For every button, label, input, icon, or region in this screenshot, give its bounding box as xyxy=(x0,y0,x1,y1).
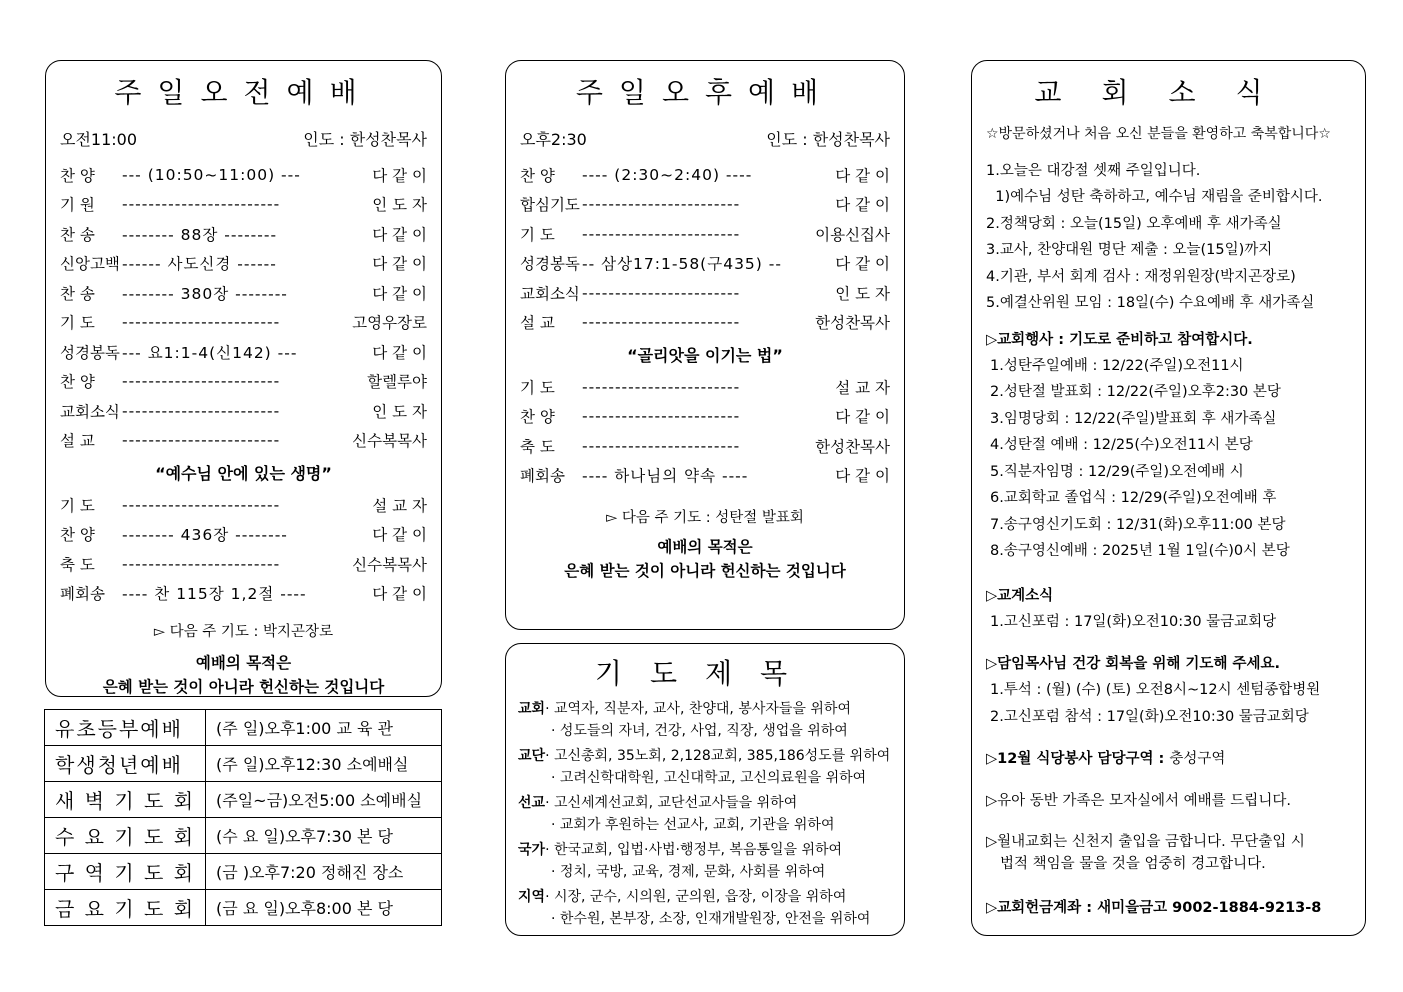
news-item: 1.오늘은 대강절 셋째 주일입니다. xyxy=(986,162,1201,179)
morning-title: 주일오전예배 xyxy=(114,76,373,109)
order-row xyxy=(506,278,904,308)
offering-account: ▷교회헌금계좌 : 새미을금고 9002-1884-9213-8 xyxy=(986,899,1322,916)
order-label: 설 교 xyxy=(60,432,95,451)
order-label: 신앙고백 xyxy=(60,255,120,274)
prayer-group-head: 선교 xyxy=(518,795,546,811)
prayer-text: · 성도들의 자녀, 건강, 사업, 직장, 생업을 위하여 xyxy=(551,723,848,739)
order-person: 다 같 이 xyxy=(372,166,427,185)
order-label: 교회소식 xyxy=(60,402,120,421)
order-row xyxy=(506,219,904,249)
order-row xyxy=(506,461,904,491)
order-person: 한성찬목사 xyxy=(815,437,890,456)
order-person: 인 도 자 xyxy=(372,402,427,421)
warning-line-2: 법적 책임을 물을 것을 엄중히 경고합니다. xyxy=(1000,855,1266,872)
order-label: 교회소식 xyxy=(520,284,580,303)
prayer-text: · 교역자, 직분자, 교사, 찬양대, 봉사자들을 위하여 xyxy=(545,701,851,717)
order-detail: ------------------------ xyxy=(122,554,281,573)
morning-header xyxy=(46,127,441,150)
news-item: 1)예수님 성탄 축하하고, 예수님 재림을 준비합시다. xyxy=(986,189,1323,205)
order-label: 기 원 xyxy=(60,196,95,215)
order-detail: ---- 찬 115장 1,2절 ---- xyxy=(122,585,307,604)
order-detail: ------ 사도신경 ------ xyxy=(122,255,277,274)
news-item: 1.고신포럼 : 17일(화)오전10:30 물금교회당 xyxy=(990,613,1277,630)
prayer-group xyxy=(506,698,904,742)
prayer-group-head: 지역 xyxy=(518,889,546,905)
order-label: 폐회송 xyxy=(520,467,565,486)
events-heading: ▷교회행사 : 기도로 준비하고 참여합시다. xyxy=(986,331,1253,348)
prayer-text: · 한수원, 본부장, 소장, 인재개발원장, 안전을 위하여 xyxy=(551,911,871,927)
health-heading: ▷담임목사님 건강 회복을 위해 기도해 주세요. xyxy=(986,656,1281,672)
order-row xyxy=(46,249,441,279)
schedule-row xyxy=(45,890,442,926)
prayer-group xyxy=(506,745,904,789)
order-label: 합심기도 xyxy=(520,196,580,215)
presbytery-heading: ▷교계소식 xyxy=(986,587,1054,604)
cafeteria-value: 충성구역 xyxy=(1169,751,1226,767)
order-label: 기 도 xyxy=(520,378,555,397)
news-item: 8.송구영신예배 : 2025년 1월 1일(수)0시 본당 xyxy=(990,543,1290,559)
order-row xyxy=(46,549,441,579)
news-item: 3.교사, 찬양대원 명단 제출 : 오늘(15일)까지 xyxy=(986,242,1273,258)
prayer-groups xyxy=(506,698,904,930)
purpose-line-1: 예배의 목적은 xyxy=(657,537,753,556)
prayer-group-head: 국가 xyxy=(518,842,546,858)
order-row xyxy=(46,520,441,550)
prayer-line xyxy=(518,792,892,814)
order-label: 찬 양 xyxy=(60,166,95,185)
schedule-detail: (주일~금)오전5:00 소예배실 xyxy=(206,782,442,818)
morning-sermon-title: “예수님 안에 있는 생명” xyxy=(155,464,332,483)
news-item: 5.예결산위원 모임 : 18일(수) 수요예배 후 새가족실 xyxy=(986,295,1315,311)
order-row xyxy=(46,308,441,338)
order-person: 설 교 자 xyxy=(372,496,427,515)
order-label: 기 도 xyxy=(60,314,95,333)
schedule-table xyxy=(44,709,442,926)
order-detail: ------------------------ xyxy=(582,283,741,302)
afternoon-order-list xyxy=(506,160,904,337)
afternoon-service-box xyxy=(505,60,905,630)
order-person: 다 같 이 xyxy=(835,255,890,274)
schedule-detail: (주 일)오후12:30 소예배실 xyxy=(206,746,442,782)
schedule-detail: (금 )오후7:20 정해진 장소 xyxy=(206,854,442,890)
prayer-topics-box xyxy=(505,643,905,936)
purpose-line-1: 예배의 목적은 xyxy=(195,653,292,672)
order-row xyxy=(506,190,904,220)
order-row xyxy=(46,396,441,426)
order-person: 다 같 이 xyxy=(835,467,890,486)
cafeteria-line xyxy=(986,746,1351,772)
schedule-row xyxy=(45,818,442,854)
prayer-text: · 정치, 국방, 교육, 경제, 문화, 사회를 위하여 xyxy=(551,864,826,880)
order-row xyxy=(46,490,441,520)
afternoon-order-list-2 xyxy=(506,372,904,490)
news-item: 7.송구영신기도회 : 12/31(화)오후11:00 본당 xyxy=(990,516,1286,533)
order-detail: ------------------------ xyxy=(122,195,281,214)
news-title: 교회소식 xyxy=(1034,76,1303,109)
health-list xyxy=(986,677,1351,730)
order-label: 기 도 xyxy=(60,496,95,515)
morning-order-list xyxy=(46,160,441,455)
schedule-row xyxy=(45,782,442,818)
cafeteria-heading: ▷12월 식당봉사 담당구역 : xyxy=(986,751,1165,767)
prayer-line xyxy=(518,886,892,908)
order-person: 다 같 이 xyxy=(372,526,427,545)
presbytery-list xyxy=(986,609,1351,636)
order-person: 인 도 자 xyxy=(835,284,890,303)
order-row xyxy=(46,337,441,367)
prayer-line xyxy=(518,698,892,720)
order-row xyxy=(46,278,441,308)
afternoon-title: 주일오후예배 xyxy=(575,76,835,109)
welcome-text: ☆방문하셨거나 처음 오신 분들을 환영하고 축복합니다☆ xyxy=(986,126,1331,142)
morning-time: 오전11:00 xyxy=(60,130,138,149)
news-item: 2.고신포럼 참석 : 17일(화)오전10:30 물금교회당 xyxy=(990,708,1309,725)
afternoon-time: 오후2:30 xyxy=(520,130,587,149)
prayer-text: · 한국교회, 입법·사법·행정부, 복음통일을 위하여 xyxy=(545,842,843,858)
schedule-row xyxy=(45,854,442,890)
prayer-group xyxy=(506,839,904,883)
afternoon-sermon-title: “골리앗을 이기는 법” xyxy=(627,346,783,365)
order-person: 신수복목사 xyxy=(352,432,427,451)
warning-line-1: ▷월내교회는 신천지 출입을 금합니다. 무단출입 시 xyxy=(986,833,1305,850)
schedule-name: 구 역 기 도 회 xyxy=(45,854,206,890)
order-detail: --- (10:50~11:00) --- xyxy=(122,165,301,184)
order-row xyxy=(506,431,904,461)
news-item: 1.성탄주일예배 : 12/22(주일)오전11시 xyxy=(990,357,1244,374)
order-label: 축 도 xyxy=(520,437,555,456)
order-row xyxy=(506,402,904,432)
schedule-name: 학생청년예배 xyxy=(45,746,206,782)
news-item: 4.성탄절 예배 : 12/25(수)오전11시 본당 xyxy=(990,437,1253,453)
morning-service-box xyxy=(45,60,442,697)
order-detail: ------------------------ xyxy=(582,313,741,332)
order-person: 할렐루야 xyxy=(367,373,427,392)
order-detail: --- 요1:1-4(신142) --- xyxy=(122,343,298,362)
afternoon-next-prayer: ▻ 다음 주 기도 : 성탄절 발표회 xyxy=(606,510,804,526)
order-row xyxy=(46,219,441,249)
order-detail: ------------------------ xyxy=(122,313,281,332)
prayer-text: · 시장, 군수, 시의원, 군의원, 읍장, 이장을 위하여 xyxy=(545,889,847,905)
order-person: 다 같 이 xyxy=(372,225,427,244)
prayer-group xyxy=(506,886,904,930)
morning-next-prayer: ▻ 다음 주 기도 : 박지곤장로 xyxy=(153,624,334,640)
order-label: 성경봉독 xyxy=(520,255,580,274)
order-row xyxy=(506,372,904,402)
schedule-name: 유초등부예배 xyxy=(45,710,206,746)
prayer-line xyxy=(518,839,892,861)
afternoon-purpose xyxy=(506,535,904,583)
order-detail: -------- 436장 -------- xyxy=(122,526,288,545)
schedule-name: 금 요 기 도 회 xyxy=(45,890,206,926)
order-person: 다 같 이 xyxy=(835,196,890,215)
schedule-row xyxy=(45,746,442,782)
order-label: 성경봉독 xyxy=(60,343,120,362)
order-label: 찬 양 xyxy=(520,166,555,185)
infant-notice: ▷유아 동반 가족은 모자실에서 예배를 드립니다. xyxy=(986,793,1291,809)
order-person: 다 같 이 xyxy=(372,343,427,362)
news-item: 2.성탄절 발표회 : 12/22(주일)오후2:30 본당 xyxy=(990,384,1281,400)
order-person: 다 같 이 xyxy=(372,255,427,274)
news-item: 5.직분자임명 : 12/29(주일)오전예배 시 xyxy=(990,463,1244,480)
order-detail: ------------------------ xyxy=(122,372,281,391)
order-label: 설 교 xyxy=(520,314,555,333)
order-row xyxy=(46,579,441,609)
order-detail: -------- 380장 -------- xyxy=(122,284,288,303)
order-detail: ------------------------ xyxy=(582,195,741,214)
prayer-line xyxy=(518,745,892,767)
morning-purpose xyxy=(46,651,441,699)
order-person: 다 같 이 xyxy=(835,408,890,427)
order-detail: ---- 하나님의 약속 ---- xyxy=(582,467,749,486)
order-person: 인 도 자 xyxy=(372,196,427,215)
order-label: 찬 송 xyxy=(60,225,95,244)
church-news-box xyxy=(971,60,1366,936)
order-detail: ------------------------ xyxy=(582,436,741,455)
news-item: 6.교회학교 졸업식 : 12/29(주일)오전예배 후 xyxy=(990,490,1277,506)
order-person: 다 같 이 xyxy=(835,166,890,185)
order-detail: ------------------------ xyxy=(122,431,281,450)
order-row xyxy=(46,190,441,220)
news-item: 4.기관, 부서 회계 검사 : 재정위원장(박지곤장로) xyxy=(986,268,1296,285)
schedule-detail: (주 일)오후1:00 교 육 관 xyxy=(206,710,442,746)
order-detail: ------------------------ xyxy=(122,401,281,420)
prayer-group xyxy=(506,792,904,836)
morning-order-list-2 xyxy=(46,490,441,608)
order-detail: ---- (2:30~2:40) ---- xyxy=(582,165,753,184)
order-label: 찬 양 xyxy=(60,526,95,545)
prayer-text: · 교회가 후원하는 선교사, 교회, 기관을 위하여 xyxy=(551,817,835,833)
order-row xyxy=(506,160,904,190)
order-person: 다 같 이 xyxy=(372,284,427,303)
news-body xyxy=(972,121,1365,921)
order-row xyxy=(506,249,904,279)
news-item: 3.임명당회 : 12/22(주일)발표회 후 새가족실 xyxy=(990,410,1277,427)
news-items xyxy=(986,158,1351,317)
purpose-line-2: 은혜 받는 것이 아니라 헌신하는 것입니다 xyxy=(102,677,385,696)
order-detail: -------- 88장 -------- xyxy=(122,225,278,244)
order-person: 다 같 이 xyxy=(372,585,427,604)
morning-leader: 인도 : 한성찬목사 xyxy=(303,130,427,149)
prayer-title: 기도제목 xyxy=(594,657,816,690)
order-label: 기 도 xyxy=(520,225,555,244)
order-label: 폐회송 xyxy=(60,585,105,604)
schedule-name: 새 벽 기 도 회 xyxy=(45,782,206,818)
schedule-name: 수 요 기 도 회 xyxy=(45,818,206,854)
afternoon-leader: 인도 : 한성찬목사 xyxy=(766,130,890,149)
order-row xyxy=(46,367,441,397)
order-detail: ------------------------ xyxy=(582,224,741,243)
order-label: 축 도 xyxy=(60,555,95,574)
order-label: 찬 송 xyxy=(60,284,95,303)
order-person: 한성찬목사 xyxy=(815,314,890,333)
order-label: 찬 양 xyxy=(520,408,555,427)
order-row xyxy=(46,160,441,190)
prayer-group-head: 교단 xyxy=(518,748,546,764)
prayer-group-head: 교회 xyxy=(518,701,546,717)
order-label: 찬 양 xyxy=(60,373,95,392)
prayer-text: · 고신총회, 35노회, 2,128교회, 385,186성도를 위하여 xyxy=(545,748,891,764)
news-item: 2.정책당회 : 오늘(15일) 오후예배 후 새가족실 xyxy=(986,215,1282,232)
purpose-line-2: 은혜 받는 것이 아니라 헌신하는 것입니다 xyxy=(564,561,846,580)
order-detail: -- 삼상17:1-58(구435) -- xyxy=(582,255,782,274)
order-person: 신수복목사 xyxy=(352,555,427,574)
events-list xyxy=(986,353,1351,565)
order-detail: ------------------------ xyxy=(122,495,281,514)
order-detail: ------------------------ xyxy=(582,377,741,396)
order-person: 고영우장로 xyxy=(352,314,427,333)
prayer-text: · 고신세계선교회, 교단선교사들을 위하여 xyxy=(545,795,798,811)
afternoon-header xyxy=(506,127,904,150)
prayer-text: · 고려신학대학원, 고신대학교, 고신의료원을 위하여 xyxy=(551,770,867,786)
order-detail: ------------------------ xyxy=(582,407,741,426)
schedule-detail: (수 요 일)오후7:30 본 당 xyxy=(206,818,442,854)
news-item: 1.투석 : (월) (수) (토) 오전8시~12시 센텀종합병원 xyxy=(990,682,1321,698)
schedule-row xyxy=(45,710,442,746)
schedule-detail: (금 요 일)오후8:00 본 당 xyxy=(206,890,442,926)
order-person: 설 교 자 xyxy=(835,378,890,397)
order-row xyxy=(506,308,904,338)
order-row xyxy=(46,426,441,456)
order-person: 이용신집사 xyxy=(815,225,890,244)
